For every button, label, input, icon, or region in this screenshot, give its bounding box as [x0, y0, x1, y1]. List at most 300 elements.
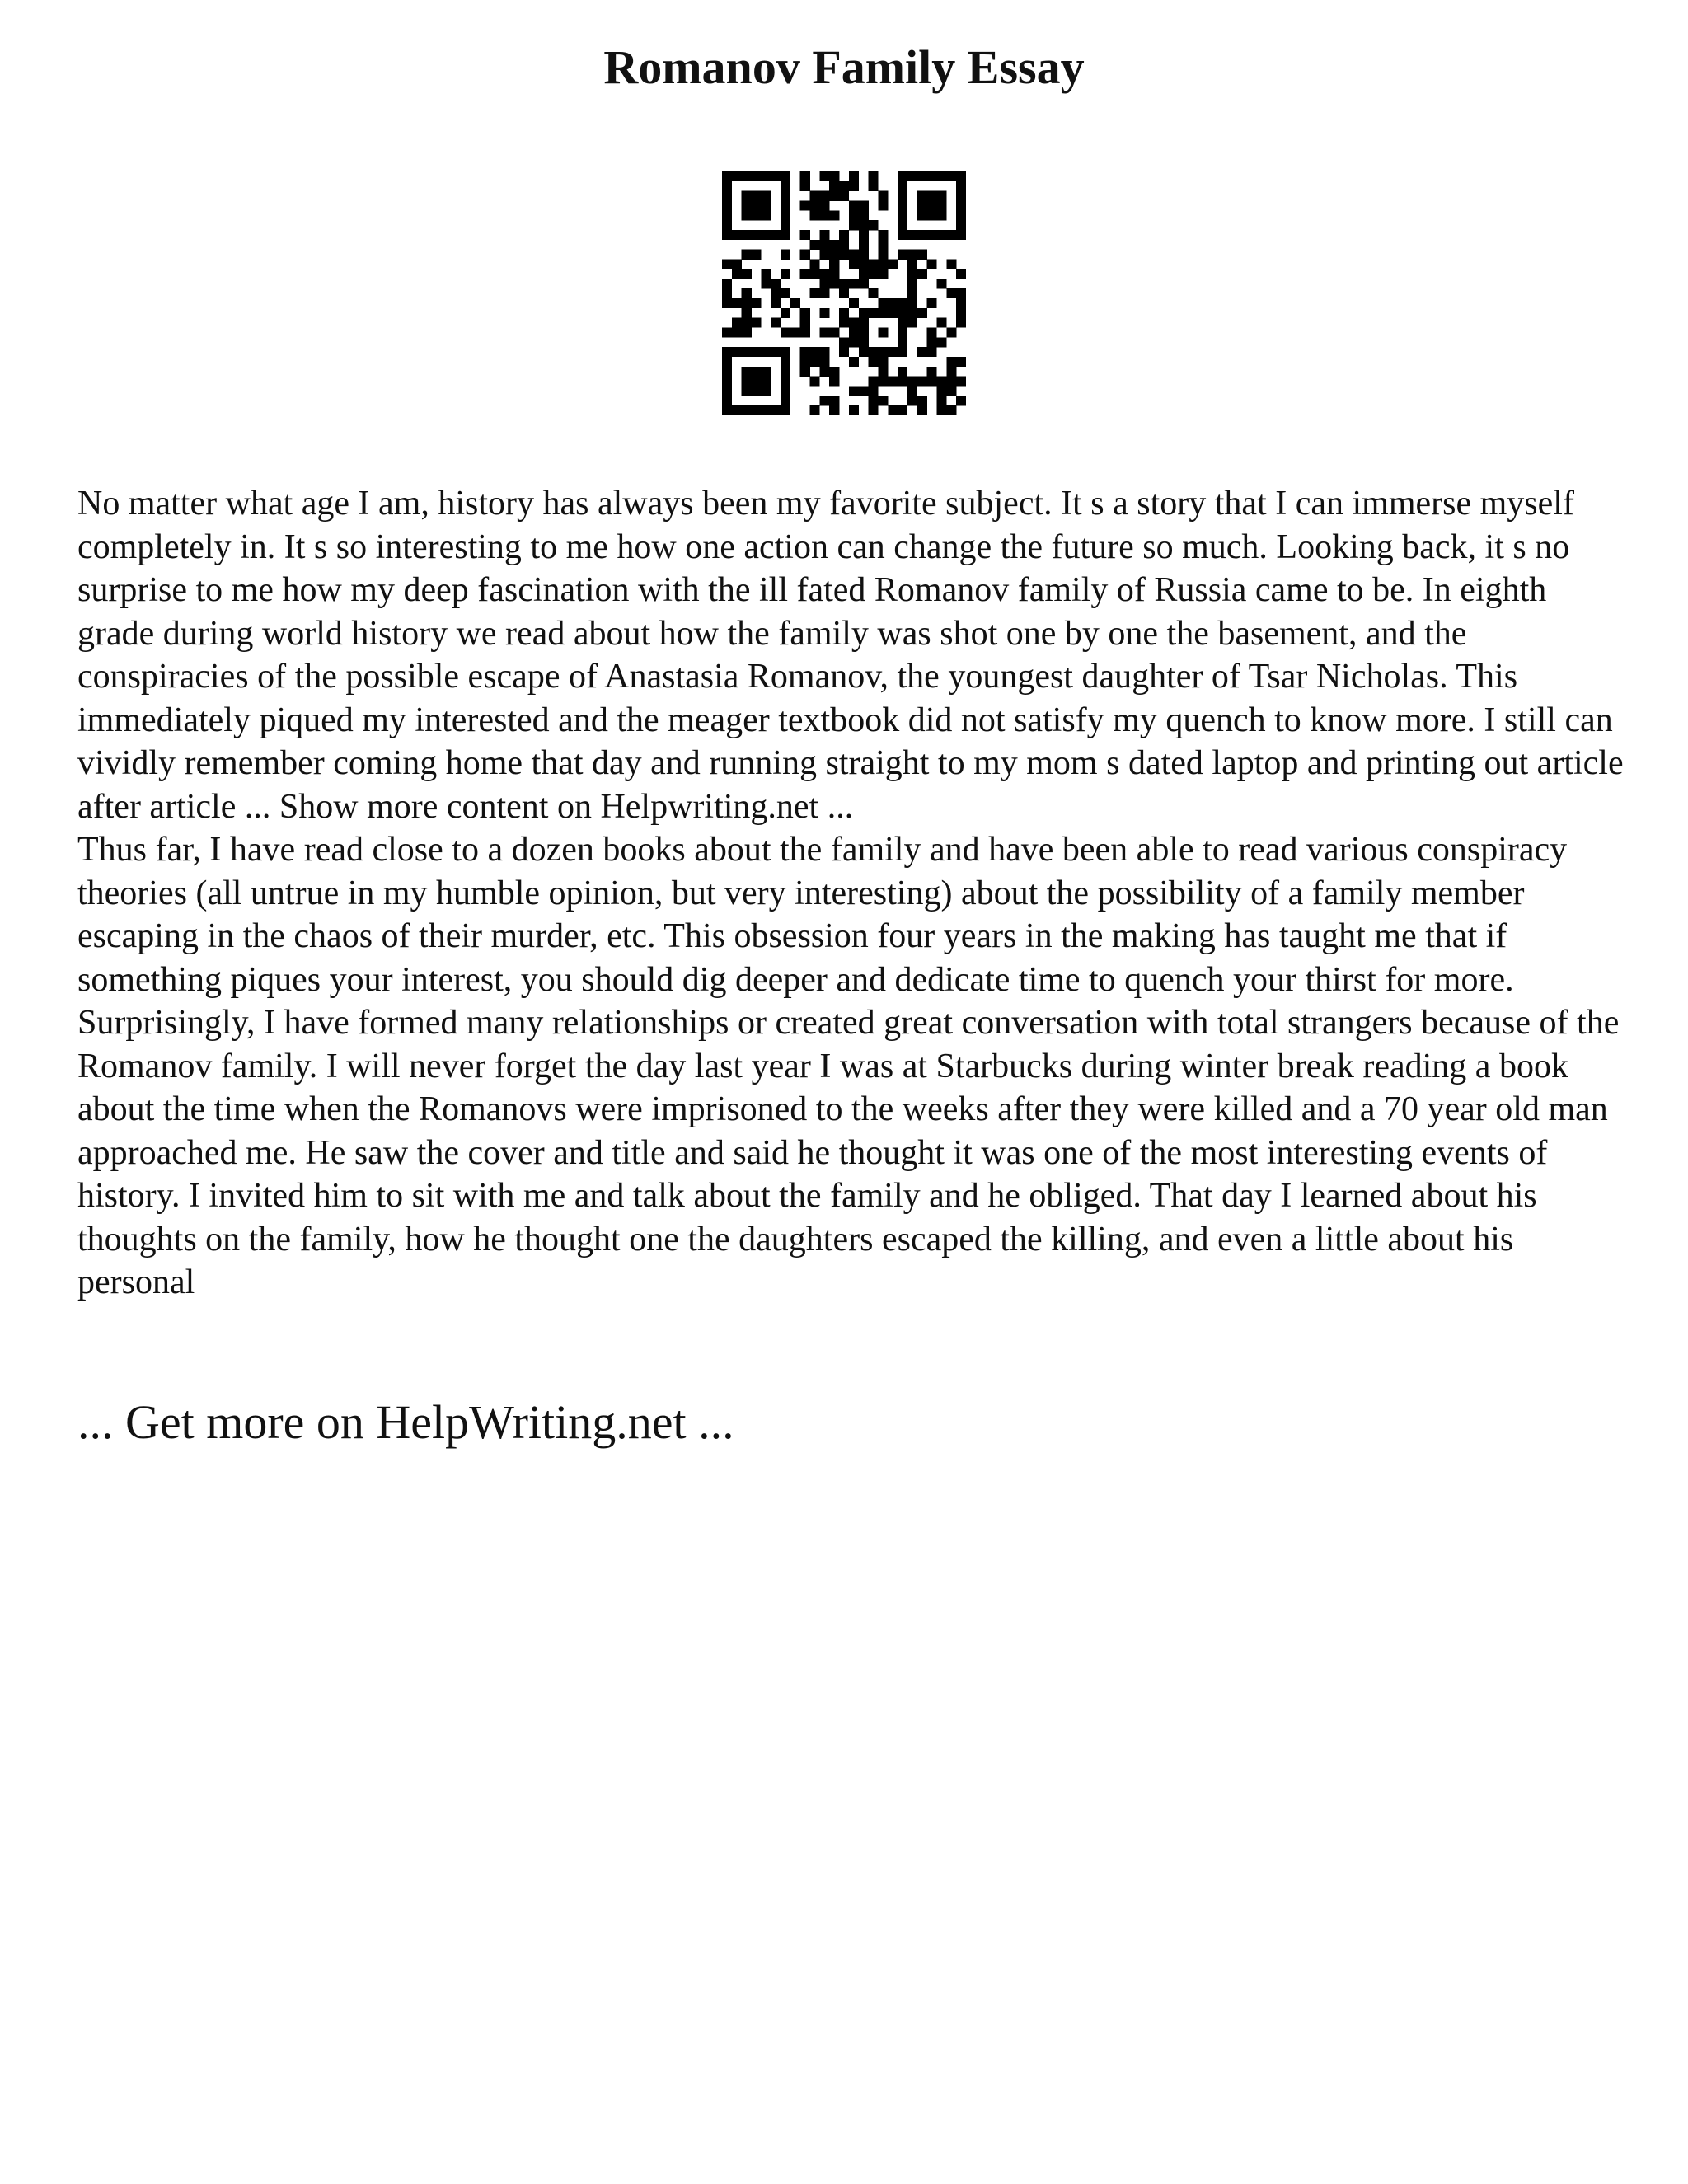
qr-module — [936, 191, 946, 201]
qr-module — [839, 181, 849, 191]
qr-module — [781, 377, 790, 387]
qr-module — [761, 191, 771, 201]
qr-module — [722, 230, 732, 240]
qr-module — [869, 171, 879, 181]
qr-module — [771, 298, 781, 308]
qr-module — [878, 191, 888, 201]
qr-module — [849, 171, 859, 181]
qr-module — [761, 386, 771, 396]
qr-module — [771, 279, 781, 288]
qr-module — [819, 250, 829, 260]
qr-module — [800, 230, 810, 240]
qr-module — [800, 201, 810, 211]
qr-module — [752, 377, 762, 387]
qr-module — [907, 269, 917, 279]
qr-module — [752, 191, 762, 201]
qr-module — [742, 308, 752, 318]
qr-module — [859, 240, 869, 250]
qr-module — [781, 201, 790, 211]
qr-module — [898, 367, 907, 377]
qr-module — [781, 405, 790, 415]
qr-module — [878, 357, 888, 367]
qr-module — [859, 230, 869, 240]
qr-module — [956, 201, 966, 211]
qr-module — [927, 347, 937, 357]
qr-module — [859, 337, 869, 347]
qr-module — [722, 347, 732, 357]
qr-module — [722, 171, 732, 181]
qr-module — [790, 298, 800, 308]
qr-module — [917, 405, 927, 415]
qr-module — [829, 367, 839, 377]
qr-module — [800, 318, 810, 328]
qr-module — [810, 347, 820, 357]
qr-module — [819, 357, 829, 367]
qr-module — [956, 171, 966, 181]
qr-module — [810, 201, 820, 211]
qr-module — [800, 171, 810, 181]
qr-module — [956, 298, 966, 308]
qr-module — [878, 230, 888, 240]
qr-module — [752, 230, 762, 240]
qr-module — [869, 181, 879, 191]
qr-module — [810, 260, 820, 269]
qr-module — [752, 386, 762, 396]
qr-module — [752, 298, 762, 308]
qr-module — [819, 396, 829, 405]
qr-module — [829, 210, 839, 220]
qr-module — [936, 201, 946, 211]
qr-module — [742, 201, 752, 211]
qr-module — [810, 191, 820, 201]
qr-module — [781, 181, 790, 191]
qr-module — [761, 171, 771, 181]
qr-module — [732, 405, 742, 415]
qr-module — [839, 279, 849, 288]
qr-module — [859, 269, 869, 279]
qr-module — [907, 396, 917, 405]
qr-module — [956, 210, 966, 220]
qr-module — [878, 240, 888, 250]
qr-module — [722, 367, 732, 377]
qr-module — [927, 260, 937, 269]
qr-module — [761, 269, 771, 279]
qr-module — [917, 250, 927, 260]
qr-module — [742, 269, 752, 279]
qr-module — [800, 357, 810, 367]
qr-module — [936, 279, 946, 288]
qr-module — [927, 210, 937, 220]
qr-module — [878, 367, 888, 377]
qr-module — [722, 377, 732, 387]
qr-module — [946, 288, 956, 298]
qr-module — [722, 298, 732, 308]
qr-module — [781, 288, 790, 298]
qr-module — [878, 260, 888, 269]
qr-module — [839, 318, 849, 328]
qr-module — [859, 260, 869, 269]
qr-module — [927, 298, 937, 308]
qr-module — [742, 250, 752, 260]
qr-module — [722, 279, 732, 288]
qr-module — [800, 308, 810, 318]
qr-module — [936, 210, 946, 220]
qr-module — [898, 318, 907, 328]
qr-module — [839, 288, 849, 298]
qr-module — [849, 201, 859, 211]
qr-module — [927, 377, 937, 387]
qr-module — [907, 377, 917, 387]
qr-module — [917, 396, 927, 405]
qr-module — [761, 405, 771, 415]
qr-module — [771, 171, 781, 181]
qr-module — [898, 201, 907, 211]
qr-module — [819, 308, 829, 318]
qr-module — [869, 405, 879, 415]
qr-module — [800, 367, 810, 377]
qr-module — [819, 191, 829, 201]
qr-module — [781, 367, 790, 377]
qr-module — [878, 201, 888, 211]
qr-module — [742, 327, 752, 337]
qr-module — [829, 279, 839, 288]
qr-module — [829, 240, 839, 250]
qr-module — [829, 396, 839, 405]
qr-module — [742, 367, 752, 377]
qr-module — [956, 308, 966, 318]
qr-module — [956, 288, 966, 298]
qr-module — [761, 347, 771, 357]
qr-module — [927, 191, 937, 201]
qr-module — [761, 230, 771, 240]
qr-module — [732, 171, 742, 181]
qr-module — [800, 250, 810, 260]
qr-module — [888, 308, 898, 318]
qr-module — [917, 171, 927, 181]
qr-module — [888, 405, 898, 415]
qr-module — [819, 288, 829, 298]
qr-module — [722, 288, 732, 298]
qr-module — [819, 201, 829, 211]
qr-module — [859, 250, 869, 260]
qr-module — [859, 279, 869, 288]
qr-module — [761, 210, 771, 220]
qr-module — [869, 220, 879, 230]
qr-module — [781, 386, 790, 396]
qr-module — [936, 396, 946, 405]
qr-module — [946, 171, 956, 181]
qr-module — [742, 171, 752, 181]
qr-module — [829, 181, 839, 191]
qr-module — [907, 298, 917, 308]
qr-module — [722, 201, 732, 211]
qr-module — [936, 405, 946, 415]
qr-module — [722, 327, 732, 337]
qr-module — [829, 250, 839, 260]
qr-module — [790, 327, 800, 337]
qr-module — [946, 230, 956, 240]
qr-module — [869, 386, 879, 396]
qr-module — [742, 230, 752, 240]
qr-module — [742, 318, 752, 328]
qr-module — [839, 347, 849, 357]
qr-module — [869, 347, 879, 357]
qr-module — [907, 279, 917, 288]
qr-module — [742, 347, 752, 357]
qr-module — [819, 230, 829, 240]
qr-module — [927, 367, 937, 377]
qr-module — [898, 181, 907, 191]
qr-module — [927, 337, 937, 347]
qr-module — [829, 260, 839, 269]
qr-module — [849, 337, 859, 347]
qr-module — [781, 308, 790, 318]
qr-module — [907, 386, 917, 396]
qr-module — [917, 347, 927, 357]
qr-module — [917, 210, 927, 220]
qr-module — [869, 308, 879, 318]
qr-module — [781, 396, 790, 405]
qr-module — [781, 327, 790, 337]
qr-module — [742, 210, 752, 220]
qr-module — [819, 269, 829, 279]
qr-module — [936, 377, 946, 387]
qr-module — [936, 337, 946, 347]
qr-module — [810, 240, 820, 250]
qr-code-graphic — [722, 171, 966, 415]
qr-module — [781, 357, 790, 367]
qr-module — [752, 250, 762, 260]
qr-module — [898, 347, 907, 357]
qr-module — [819, 347, 829, 357]
qr-module — [946, 327, 956, 337]
qr-module — [771, 318, 781, 328]
qr-code-icon — [722, 171, 966, 415]
qr-module — [819, 367, 829, 377]
qr-module — [878, 396, 888, 405]
qr-module — [956, 357, 966, 367]
qr-module — [927, 201, 937, 211]
qr-module — [800, 327, 810, 337]
qr-module — [810, 405, 820, 415]
qr-module — [819, 279, 829, 288]
qr-module — [898, 250, 907, 260]
qr-module — [898, 405, 907, 415]
qr-module — [742, 288, 752, 298]
qr-module — [810, 210, 820, 220]
qr-module — [849, 260, 859, 269]
qr-module — [907, 288, 917, 298]
qr-module — [829, 377, 839, 387]
qr-module — [829, 405, 839, 415]
qr-module — [849, 210, 859, 220]
qr-module — [936, 318, 946, 328]
qr-module — [829, 269, 839, 279]
qr-module — [742, 405, 752, 415]
qr-module — [839, 308, 849, 318]
qr-module — [761, 367, 771, 377]
qr-module — [732, 318, 742, 328]
qr-module — [849, 298, 859, 308]
essay-paragraph-1: No matter what age I am, history has always been my favorite subject. It s a story that I can immerse myself completely in. It s so interesting to me how one action can change the future so much. Looking back, it s no surprise to me how my deep fascination with the ill fated Romanov family of Russia came to be. In eighth grade during world history we read about how the family was shot one by one the basement, and the conspiracies of the possible escape of Anastasia Romanov, the youngest daughter of Tsar Nicholas. This immediately piqued my interested and the meager textbook did not satisfy my quench to know more. I still can vividly remember coming home that day and running straight to my mom s dated laptop and printing out article after article ... Show more content on Helpwriting.net ... — [77, 485, 1624, 826]
qr-module — [732, 298, 742, 308]
essay-paragraph-2: Thus far, I have read close to a dozen books about the family and have been able to read various conspiracy theories (all untrue in my humble opinion, but very interesting) about the possibility of a family member escaping in the chaos of their murder, etc. This obsession four years in the making has taught me that if something piques your interest, you should dig deeper and dedicate time to quench your thirst for more. Surprisingly, I have formed many relationships or created great conversation with total strangers because of the Romanov family. I will never forget the day last year I was at Starbucks during winter break reading a book about the time when the Romanovs were imprisoned to the weeks after they were killed and a 70 year old man approached me. He saw the cover and title and said he thought it was one of the most interesting events of history. I invited him to sit with me and talk about the family and he obliged. That day I learned about his thoughts on the family, how he thought one the daughters escaped the killing, and even a little about his personal — [77, 831, 1620, 1301]
qr-module — [839, 250, 849, 260]
qr-module — [742, 298, 752, 308]
qr-module — [829, 327, 839, 337]
qr-module — [946, 357, 956, 367]
qr-module — [859, 386, 869, 396]
qr-module — [878, 347, 888, 357]
qr-module — [898, 327, 907, 337]
get-more-link[interactable]: ... Get more on HelpWriting.net ... — [77, 1395, 734, 1449]
qr-module — [849, 220, 859, 230]
qr-module — [781, 269, 790, 279]
qr-module — [781, 230, 790, 240]
qr-module — [781, 250, 790, 260]
qr-module — [839, 191, 849, 201]
qr-module — [819, 327, 829, 337]
qr-module — [898, 337, 907, 347]
qr-module — [859, 318, 869, 328]
qr-module — [732, 327, 742, 337]
qr-module — [907, 250, 917, 260]
qr-module — [946, 386, 956, 396]
qr-module — [869, 260, 879, 269]
qr-module — [956, 220, 966, 230]
qr-module — [878, 269, 888, 279]
qr-module — [936, 171, 946, 181]
page-title: Romanov Family Essay — [603, 40, 1085, 94]
qr-module — [859, 308, 869, 318]
qr-module — [810, 377, 820, 387]
qr-module — [956, 181, 966, 191]
qr-module — [781, 220, 790, 230]
qr-module — [907, 308, 917, 318]
qr-module — [849, 327, 859, 337]
qr-module — [742, 191, 752, 201]
qr-module — [898, 377, 907, 387]
qr-module — [800, 269, 810, 279]
qr-module — [946, 405, 956, 415]
qr-module — [859, 201, 869, 211]
qr-module — [849, 318, 859, 328]
qr-module — [781, 191, 790, 201]
qr-module — [722, 220, 732, 230]
qr-module — [722, 191, 732, 201]
qr-module — [917, 201, 927, 211]
qr-module — [781, 171, 790, 181]
qr-module — [907, 260, 917, 269]
qr-module — [732, 230, 742, 240]
qr-module — [752, 318, 762, 328]
qr-module — [878, 250, 888, 260]
qr-module — [800, 181, 810, 191]
qr-module — [819, 240, 829, 250]
qr-module — [898, 308, 907, 318]
qr-module — [917, 191, 927, 201]
qr-module — [869, 396, 879, 405]
qr-module — [936, 230, 946, 240]
qr-module — [956, 191, 966, 201]
qr-module — [898, 220, 907, 230]
qr-module — [800, 347, 810, 357]
qr-module — [771, 288, 781, 298]
qr-module — [917, 230, 927, 240]
qr-module — [956, 318, 966, 328]
qr-module — [722, 396, 732, 405]
qr-module — [849, 386, 859, 396]
qr-module — [859, 327, 869, 337]
qr-module — [810, 357, 820, 367]
qr-module — [722, 386, 732, 396]
qr-module — [936, 386, 946, 396]
qr-module — [849, 405, 859, 415]
qr-module — [781, 210, 790, 220]
qr-module — [869, 288, 879, 298]
qr-module — [859, 210, 869, 220]
qr-module — [839, 240, 849, 250]
qr-module — [956, 230, 966, 240]
qr-module — [927, 230, 937, 240]
qr-module — [849, 357, 859, 367]
qr-module — [829, 171, 839, 181]
qr-module — [732, 260, 742, 269]
qr-module — [722, 181, 732, 191]
qr-module — [927, 327, 937, 337]
qr-module — [946, 367, 956, 377]
qr-module — [752, 347, 762, 357]
qr-module — [888, 298, 898, 308]
qr-module — [849, 250, 859, 260]
qr-module — [839, 230, 849, 240]
qr-module — [752, 171, 762, 181]
qr-module — [819, 171, 829, 181]
qr-module — [732, 347, 742, 357]
qr-module — [752, 367, 762, 377]
qr-module — [742, 377, 752, 387]
qr-module — [752, 210, 762, 220]
qr-module — [869, 269, 879, 279]
qr-module — [907, 318, 917, 328]
qr-module — [898, 298, 907, 308]
qr-module — [917, 308, 927, 318]
qr-module — [956, 377, 966, 387]
qr-module — [898, 191, 907, 201]
qr-module — [761, 377, 771, 387]
qr-module — [722, 405, 732, 415]
qr-module — [819, 210, 829, 220]
qr-module — [752, 201, 762, 211]
qr-module — [810, 288, 820, 298]
qr-module — [781, 347, 790, 357]
qr-module — [878, 298, 888, 308]
qr-module — [732, 269, 742, 279]
qr-module — [761, 279, 771, 288]
qr-module — [907, 230, 917, 240]
qr-module — [722, 210, 732, 220]
qr-module — [917, 269, 927, 279]
qr-module — [907, 171, 917, 181]
qr-module — [946, 377, 956, 387]
qr-module — [956, 396, 966, 405]
qr-module — [878, 377, 888, 387]
qr-module — [898, 171, 907, 181]
qr-module — [722, 260, 732, 269]
qr-module — [859, 220, 869, 230]
qr-module — [917, 377, 927, 387]
qr-module — [946, 260, 956, 269]
